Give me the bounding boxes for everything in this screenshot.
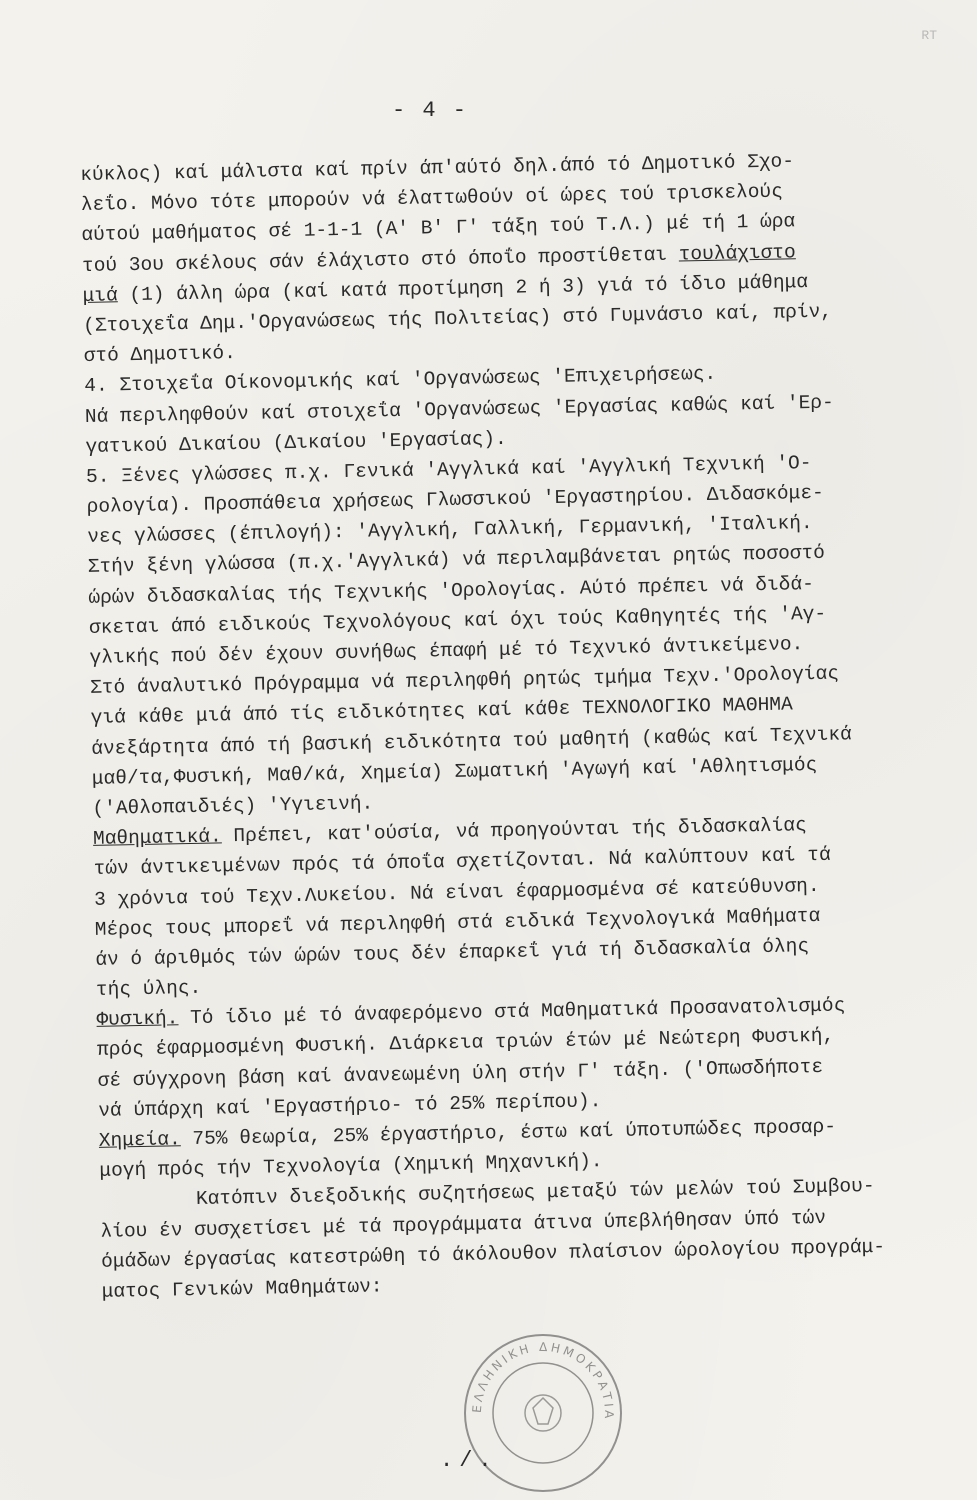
text-line-28: τής ύλης.: [95, 976, 202, 1001]
text-line-2: λεΐο. Μόνο τότε μπορούν νά έλαττωθούν οί ώρες τού τρισκελούς: [80, 180, 784, 217]
corner-mark: RT: [921, 28, 937, 43]
text-line-14: Στήν ξένη γλώσσα (π.χ.'Αγγλικά) νά περιλαμβάνεται ρητώς ποσοστό: [87, 542, 826, 579]
page-number: - 4 -: [391, 98, 468, 123]
text-line-26: Μέρος τους μπορεΐ νά περιληφθή στά ειδικά Τεχνολογικά Μαθήματα: [94, 904, 821, 941]
seal-text: ΕΛΛΗΝΙΚΗ ΔΗΜΟΚΡΑΤΙΑ: [469, 1339, 617, 1422]
text-line-7: στό Δημοτικό.: [83, 342, 237, 368]
heading-mathimatika: Μαθηματικά.: [92, 825, 222, 850]
text-line-27: άν ό άριθμός τών ώρών τους δέν έπαρκεΐ γιά τή διδασκαλία όλης: [95, 935, 810, 971]
text-line-36: λίου έν συσχετίσει μέ τά προγράμματα άτινα ύπεβλήθησαν ύπό τών: [100, 1206, 827, 1243]
body-text: [80, 143, 977, 1307]
text-line-11: 5. Ξένες γλώσσες π.χ. Γενικά 'Αγγλικά καί 'Αγγλική Τεχνική 'Ο-: [85, 451, 812, 488]
text-line-20: άνεξάρτητα άπό τή βασική ειδικότητα τού μαθητή (καθώς καί Τεχνικά: [91, 722, 852, 760]
text-line-23-rest: Πρέπει, κατ'ούσία, νά προηγούνται τής διδασκαλίας: [221, 814, 807, 848]
text-line-31: σέ σύγχρονη βάση καί άνανεωμένη ύλη στήν Γ' τάξη. ('Οπωσδήποτε: [97, 1055, 824, 1092]
text-line-33-rest: 75% θεωρία, 25% έργαστήριο, έστω καί ύποτυπώδες προσαρ-: [180, 1115, 837, 1151]
text-line-34: μογή πρός τήν Τεχνολογία (Χημική Μηχανική).: [99, 1150, 603, 1182]
text-line-9: Νά περιληφθούν καί στοιχεΐα 'Οργανώσεως 'Εργασίας καθώς καί 'Ερ-: [84, 391, 834, 428]
text-line-18: Στό άναλυτικό Πρόγραμμα νά περιληφθή ρητώς τμήμα Τεχν.'Ορολογίας: [89, 662, 840, 700]
text-line-17: γλικής πού δέν έχουν συνήθως έπαφή μέ τό Τεχνικό άντικείμενο.: [89, 633, 804, 669]
text-line-1: κύκλος) καί μάλιστα καί πρίν άπ'αύτό δηλ.άπό τό Δημοτικό Σχο-: [80, 150, 795, 186]
text-line-10: γατικού Δικαίου (Δικαίου 'Εργασίας).: [85, 427, 507, 458]
text-line-24: τών άντικειμένων πρός τά όποΐα σχετίζονται. Νά καλύπτουν καί τά: [93, 844, 831, 881]
text-line-12: ρολογία). Προσπάθεια χρήσεως Γλωσσικού 'Εργαστηρίου. Διδασκόμε-: [86, 481, 824, 518]
text-line-15: ώρών διδασκαλίας τής Τεχνικής 'Ορολογίας. Αύτό πρέπει νά διδά-: [88, 572, 815, 609]
text-line-29-rest: Τό ίδιο μέ τό άναφερόμενο στά Μαθηματικά Προσανατολισμός: [178, 994, 846, 1030]
heading-ximeia: Χημεία.: [98, 1128, 181, 1152]
continuation-mark: ./.: [440, 1448, 498, 1473]
text-line-32: νά ύπάρχη καί 'Εργαστήριο- τό 25% περίπου).: [98, 1089, 602, 1122]
text-line-30: πρός έφαρμοσμένη Φυσική. Διάρκεια τριών έτών μέ Νεώτερη Φυσική,: [96, 1025, 835, 1062]
text-line-8: 4. Στοιχεΐα Οίκονομικής καί 'Οργανώσεως 'Επιχειρήσεως.: [84, 363, 717, 398]
text-line-3: αύτού μαθήματος σέ 1-1-1 (Α' Β' Γ' τάξη τού Τ.Λ.) μέ τή 1 ώρα: [81, 210, 796, 247]
text-line-4-start: τού 3ου σκέλους σάν έλάχιστο στό όποΐο προστίθεται: [81, 243, 679, 277]
text-line-19: γιά κάθε μιά άπό τίς ειδικότητες καί κάθε ΤΕΧΝΟΛΟΓΙΚΟ ΜΑΘΗΜΑ: [90, 693, 793, 730]
text-line-6: (Στοιχεΐα Δημ.'Οργανώσεως τής Πολιτείας) στό Γυμνάσιο καί, πρίν,: [82, 300, 833, 337]
text-line-25: 3 χρόνια τού Τεχν.Λυκείου. Νά είναι έφαρμοσμένα σέ κατεύθυνση.: [93, 874, 820, 911]
heading-fysiki: Φυσική.: [96, 1007, 179, 1032]
underlined-tou-laxisto: τουλάχιστο: [678, 240, 796, 266]
underlined-mia: μιά: [82, 284, 118, 307]
text-line-38: ματος Γενικών Μαθημάτων:: [101, 1275, 383, 1303]
text-line-13: νες γλώσσες (έπιλογή): 'Αγγλική, Γαλλική, Γερμανική, 'Ιταλική.: [87, 512, 813, 549]
text-line-16: σκεται άπό ειδικούς Τεχνολόγους καί όχι τούς Καθηγητές τής 'Αγ-: [88, 602, 827, 639]
text-line-21: μαθ/τα,Φυσική, Μαθ/κά, Χημεία) Σωματική 'Αγωγή καί 'Αθλητισμός: [91, 753, 818, 790]
text-line-22: ('Αθλοπαιδιές) 'Υγιεινή.: [92, 792, 374, 820]
text-line-35: Κατόπιν διεξοδικής συζητήσεως μεταξύ τών μελών τού Συμβου-: [195, 1175, 875, 1211]
text-line-5-rest: (1) άλλη ώρα (καί κατά προτίμηση 2 ή 3) γιά τό ίδιο μάθημα: [117, 270, 809, 307]
text-line-37: όμάδων έργασίας κατεστρώθη τό άκόλουθον πλαίσιον ώρολογίου προγράμ-: [100, 1235, 886, 1273]
svg-text:ΕΛΛΗΝΙΚΗ ΔΗΜΟΚΡΑΤΙΑ: [470, 1340, 616, 1422]
